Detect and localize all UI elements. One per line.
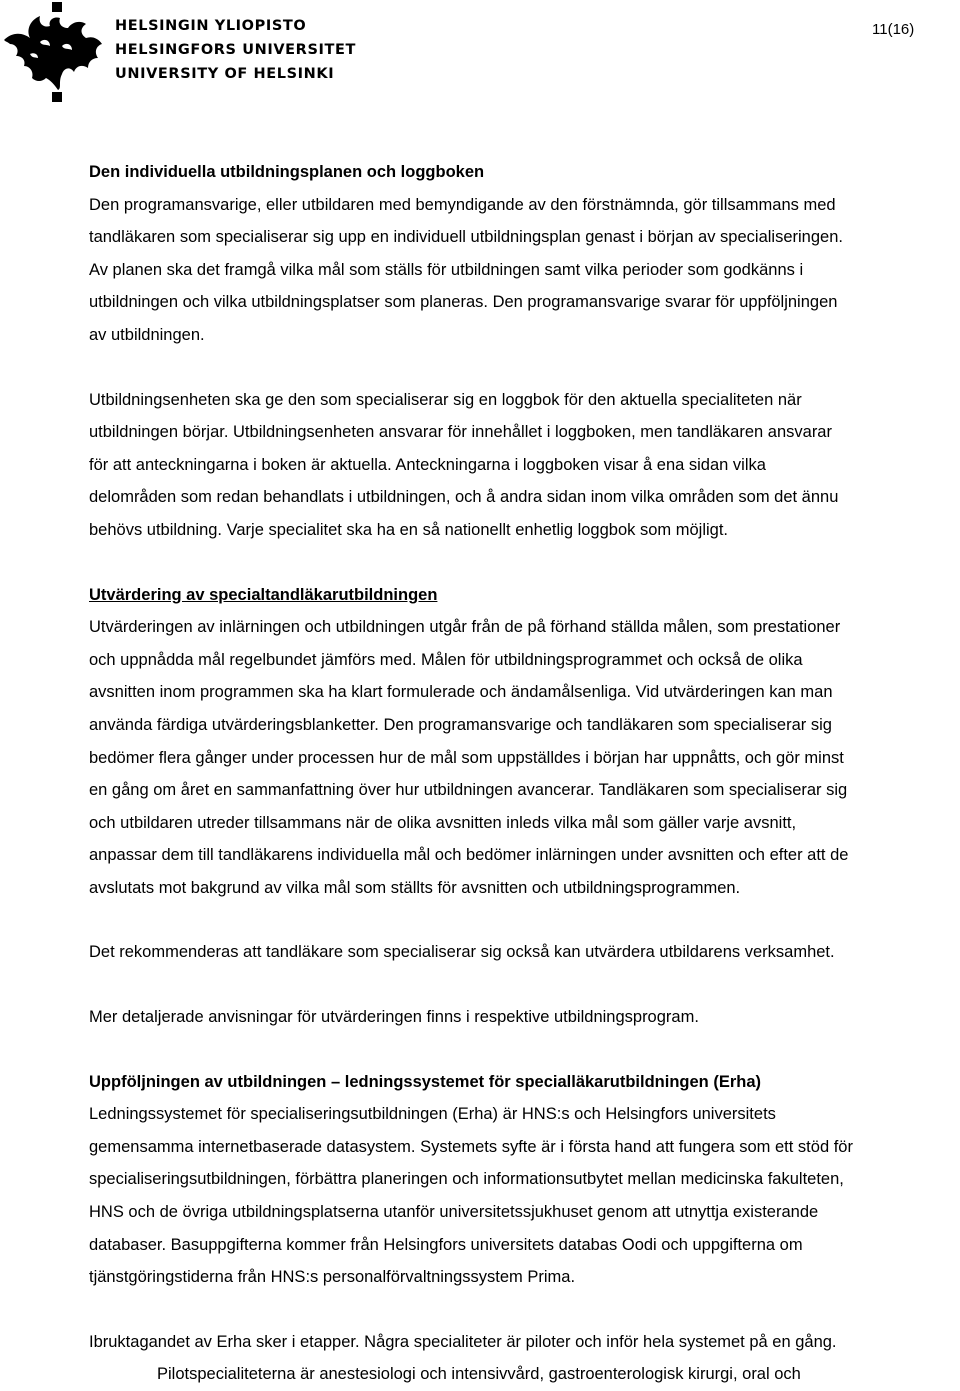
- paragraph: [89, 611, 960, 904]
- text-line: en gång om året en sammanfattning över hur utbildningen avancerar. Tandläkaren som specialiserar sig: [89, 781, 848, 800]
- helsinki-university-flame-emblem-icon: [0, 2, 108, 102]
- text-line: Det rekommenderas att tandläkare som specialiserar sig också kan utvärdera utbildarens verksamhet.: [89, 943, 835, 962]
- text-line: tjänstgöringstiderna från HNS:s personalförvaltningssystem Prima.: [89, 1268, 576, 1287]
- section-spacer: [89, 1034, 960, 1066]
- text-line: utbildningen och vilka utbildningsplatser som planeras. Den programansvarige svarar för uppföljningen: [89, 293, 838, 312]
- text-line: Av planen ska det framgå vilka mål som ställs för utbildningen samt vilka perioder som godkänns i: [89, 260, 804, 279]
- text-line: gemensamma internetbaserade datasystem. Systemets syfte är i första hand att fungera som ett stöd för: [89, 1137, 853, 1156]
- section-heading: Den individuella utbildningsplanen och loggboken: [89, 163, 485, 181]
- paragraph: [89, 189, 960, 352]
- paragraph: [89, 384, 960, 547]
- university-name-block: [115, 14, 356, 86]
- paragraph-spacer: [89, 969, 960, 1001]
- section-spacer: [89, 547, 960, 579]
- paragraph-spacer: [89, 904, 960, 936]
- text-line: bedömer flera gånger under processen hur de mål som uppställdes i början har uppnåtts, och gör minst: [89, 748, 844, 767]
- text-line: och utbildaren utreder tillsammans när de olika avsnitten inleds vilka mål som gäller varje avsnitt,: [89, 813, 797, 832]
- text-line: och uppnådda mål regelbundet jämförs med. Målen för utbildningsprogrammet och också de olika: [89, 650, 803, 669]
- text-line: Utvärderingen av inlärningen och utbildningen utgår från de på förhand ställda målen, som prestationer: [89, 618, 841, 637]
- text-line: av utbildningen.: [89, 325, 205, 344]
- paragraph-spacer: [89, 352, 960, 384]
- text-line: databaser. Basuppgifterna kommer från Helsingfors universitets databas Oodi och uppgifterna om: [89, 1235, 803, 1254]
- text-line: anpassar dem till tandläkarens individuella mål och bedömer inlärningen under avsnitten och efter att de: [89, 846, 849, 865]
- text-line: behövs utbildning. Varje specialitet ska ha en så nationellt enhetlig loggbok som möjligt.: [89, 520, 728, 539]
- text-line: utbildningen börjar. Utbildningsenheten ansvarar för innehållet i loggboken, men tandläkaren ansvarar: [89, 423, 832, 442]
- page-number: 11(16): [872, 21, 915, 38]
- text-line: Den programansvarige, eller utbildaren med bemyndigande av den förstnämnda, gör tillsammans med: [89, 195, 836, 214]
- document-body: [89, 156, 960, 1391]
- text-line: för att anteckningarna i boken är aktuella. Anteckningarna i loggboken visar å ena sidan vilka: [89, 455, 766, 474]
- paragraph: [89, 1098, 960, 1294]
- text-line: Ledningssystemet för specialiseringsutbildningen (Erha) är HNS:s och Helsingfors universitets: [89, 1105, 776, 1124]
- text-line: Utbildningsenheten ska ge den som specialiserar sig en loggbok för den aktuella specialiteten när: [89, 390, 802, 409]
- text-line: HNS och de övriga utbildningsplatserna utanför universitetssjukhuset genom att utnyttja existerande: [89, 1203, 819, 1222]
- text-line: använda färdiga utvärderingsblanketter. Den programansvarige och tandläkaren som specialiserar sig: [89, 715, 832, 734]
- paragraph: [89, 1326, 960, 1391]
- page-header: [0, 0, 960, 110]
- text-line: Pilotspecialiteterna är anestesiologi och intensivvård, gastroenterologisk kirurgi, oral och: [157, 1365, 801, 1384]
- section-heading: Uppföljningen av utbildningen – ledningssystemet för specialläkarutbildningen (Erha): [89, 1072, 761, 1091]
- text-line: avslutats mot bakgrund av vilka mål som ställts för avsnitten och utbildningsprogrammen.: [89, 878, 741, 897]
- text-line: delområden som redan behandlats i utbildningen, och å andra sidan inom vilka områden som det ännu: [89, 488, 839, 507]
- paragraph: [89, 1001, 960, 1034]
- text-line: Ibruktagandet av Erha sker i etapper. Några specialiteter är piloter och inför hela systemet på en gång.: [89, 1332, 837, 1351]
- section-heading: Utvärdering av specialtandläkarutbildningen: [89, 585, 438, 604]
- paragraph: [89, 936, 960, 969]
- paragraph-spacer: [89, 1294, 960, 1326]
- text-line: Mer detaljerade anvisningar för utvärderingen finns i respektive utbildningsprogram.: [89, 1008, 699, 1027]
- text-line: tandläkaren som specialiserar sig upp en individuell utbildningsplan genast i början av specialiseringen.: [89, 228, 843, 247]
- university-name-finnish: HELSINGIN YLIOPISTO: [115, 18, 307, 34]
- university-name-swedish: HELSINGFORS UNIVERSITET: [115, 42, 356, 58]
- text-line: specialiseringsutbildningen, förbättra planeringen och informationsutbytet mellan medicinska fakulteten,: [89, 1170, 844, 1189]
- text-line: avsnitten inom programmen ska ha klart formulerade och ändamålsenliga. Vid utvärderingen kan man: [89, 683, 833, 702]
- university-name-english: UNIVERSITY OF HELSINKI: [115, 66, 335, 82]
